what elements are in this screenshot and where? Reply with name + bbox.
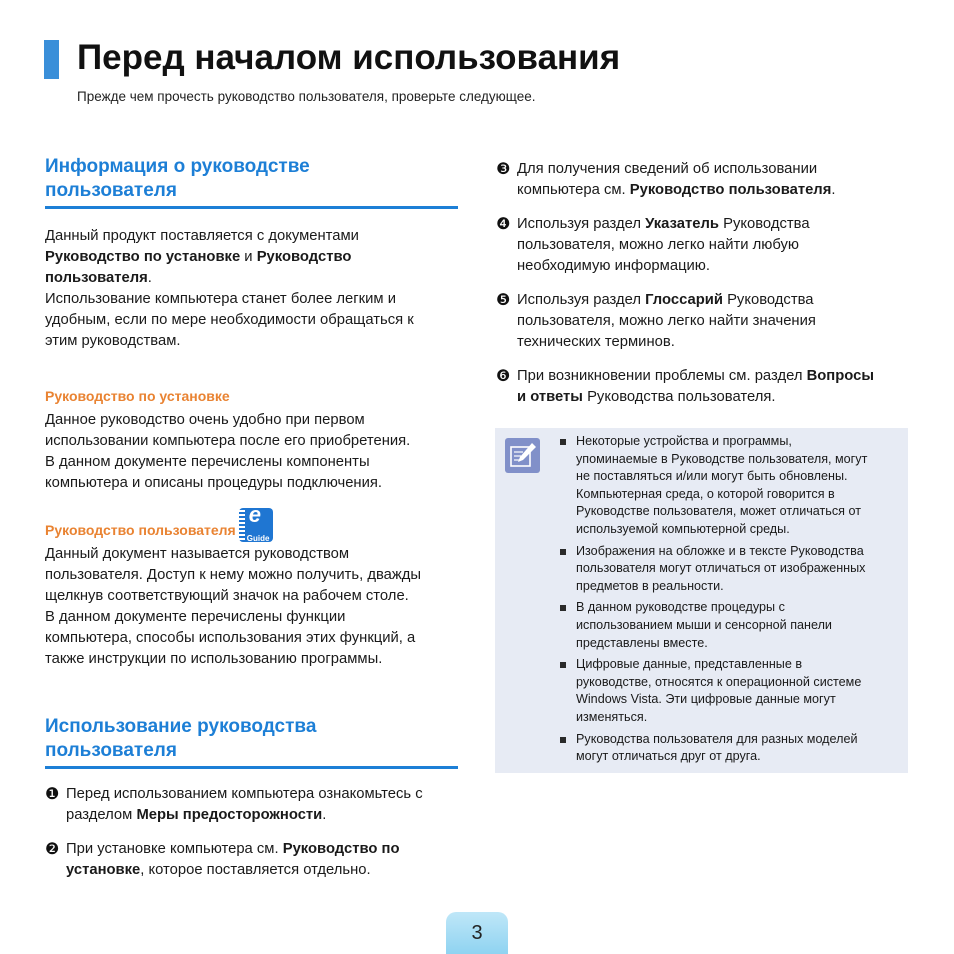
left-column bbox=[45, 155, 460, 881]
note-item: Изображения на обложке и в тексте Руководства пользователя могут отличаться от изображенных предметов в реальности. bbox=[557, 543, 892, 596]
title-accent-bar bbox=[44, 40, 59, 79]
list-item: ❷ При установке компьютера см. Руководство по установке, которое поставляется отдельно. bbox=[45, 841, 400, 878]
number-badge: ❹ bbox=[496, 216, 511, 233]
note-item: В данном руководстве процедуры с использованием мыши и сенсорной панели представлены вместе. bbox=[557, 599, 892, 652]
right-column bbox=[496, 159, 908, 408]
page-number: 3 bbox=[446, 912, 508, 954]
section-heading-manual-usage: Использование руководства пользователя bbox=[45, 715, 458, 769]
section-heading-manual-info: Информация о руководстве пользователя bbox=[45, 155, 458, 209]
number-badge: ❺ bbox=[496, 292, 511, 309]
list-item: ❶ Перед использованием компьютера ознакомьтесь с разделом Меры предосторожности. bbox=[45, 786, 423, 823]
pencil-note-icon bbox=[505, 438, 540, 473]
page-title: Перед началом использования bbox=[77, 38, 621, 77]
number-badge: ❸ bbox=[496, 161, 511, 178]
intro-paragraph: Данный продукт поставляется с документами Руководство по установке и Руководство пользователя. Использование компьютера станет более легким и удобным, если по мере необходимости обращаться к этим руководствам. bbox=[45, 228, 414, 349]
list-item: ❻ При возникновении проблемы см. раздел Вопросы и ответы Руководства пользователя. bbox=[496, 368, 874, 405]
subheading-install-guide: Руководство по установке bbox=[45, 388, 230, 404]
note-item: Некоторые устройства и программы, упоминаемые в Руководстве пользователя, могут не поставляться и/или могут быть обновлены. Компьютерная среда, о которой говорится в Руководстве пользователя, может отличаться от используемой компьютерной среды. bbox=[557, 433, 892, 539]
note-item: Цифровые данные, представленные в руководстве, относятся к операционной системе Windows Vista. Эти цифровые данные могут изменяться. bbox=[557, 656, 892, 726]
number-badge: ❷ bbox=[45, 841, 60, 858]
note-box bbox=[495, 428, 908, 773]
subheading-user-guide: Руководство пользователя e Guide bbox=[45, 508, 460, 540]
list-item: ❹ Используя раздел Указатель Руководства пользователя, можно легко найти любую необходимую информацию. bbox=[496, 216, 810, 274]
number-badge: ❻ bbox=[496, 368, 511, 385]
list-item: ❸ Для получения сведений об использовании компьютера см. Руководство пользователя. bbox=[496, 161, 836, 198]
list-item: ❺ Используя раздел Глоссарий Руководства пользователя, можно легко найти значения технических терминов. bbox=[496, 292, 816, 350]
install-guide-description: Данное руководство очень удобно при первом использовании компьютера после его приобретения. В данном документе перечислены компоненты компьютера и описаны процедуры подключения. bbox=[45, 412, 411, 491]
number-badge: ❶ bbox=[45, 786, 60, 803]
notes-list bbox=[557, 433, 892, 770]
page-subtitle: Прежде чем прочесть руководство пользователя, проверьте следующее. bbox=[77, 89, 536, 104]
note-item: Руководства пользователя для разных моделей могут отличаться друг от друга. bbox=[557, 731, 892, 766]
e-guide-icon: e Guide bbox=[239, 508, 273, 542]
user-guide-description: Данный документ называется руководством пользователя. Доступ к нему можно получить, дважды щелкнув соответствующий значок на рабочем столе. В данном документе перечислены функции компьютера, способы использования этих функций, а также инструкции по использованию программы. bbox=[45, 546, 422, 667]
